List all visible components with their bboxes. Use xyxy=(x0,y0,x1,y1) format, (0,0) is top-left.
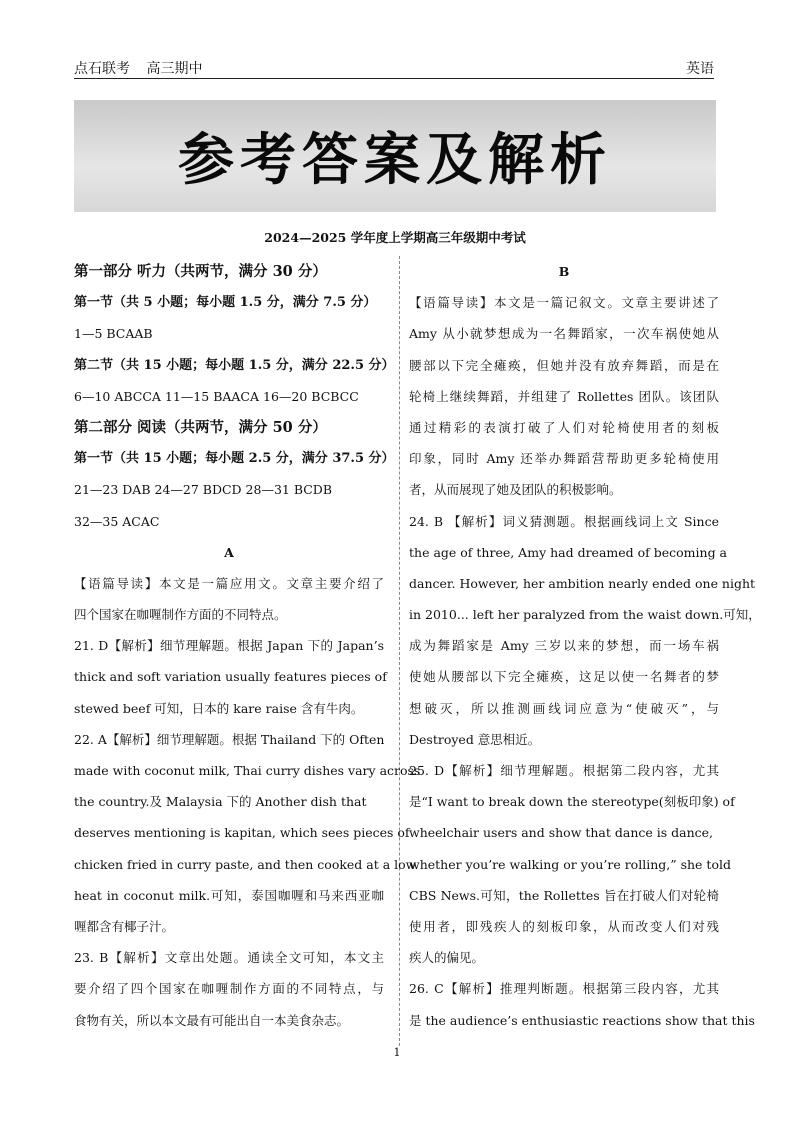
text-line: 第一节（共 15 小题；每小题 2.5 分，满分 37.5 分） xyxy=(74,451,395,467)
text-line: 第一节（共 5 小题；每小题 1.5 分，满分 7.5 分） xyxy=(74,295,377,311)
text-line: wheelchair users and show that dance is dance, xyxy=(409,825,714,841)
text-line: 22. A【解析】细节理解题。根据 Thailand 下的 Often xyxy=(74,731,385,747)
text-line: 第二部分 阅读（共两节，满分 50 分） xyxy=(74,418,327,436)
text-line: made with coconut milk, Thai curry dishes vary across xyxy=(74,763,421,778)
text-line: 23. B【解析】文章出处题。通读全文可知，本文主 xyxy=(74,950,384,966)
text-line: A xyxy=(224,544,234,560)
text-line: 四个国家在咖喱制作方面的不同特点。 xyxy=(74,607,287,623)
title-banner xyxy=(74,100,716,212)
text-line: 是“I want to break down the stereotype(刻板印象) of xyxy=(409,794,735,810)
text-line: 1—5 BCAAB xyxy=(74,326,153,342)
text-line: 想破灭，所以推测画线词应意为“使破灭”，与 xyxy=(409,700,719,716)
text-line: 24. B 【解析】词义猜测题。根据画线词上文 Since xyxy=(409,513,719,529)
page-header xyxy=(74,56,714,79)
left-column xyxy=(74,256,421,1036)
text-line: 喱都含有椰子汁。 xyxy=(74,918,175,934)
text-line: whether you’re walking or you’re rolling,” she told xyxy=(409,856,731,872)
text-line: 第二节（共 15 小题；每小题 1.5 分，满分 22.5 分） xyxy=(74,357,395,373)
text-line: in 2010... left her paralyzed from the waist down.可知， xyxy=(409,607,761,623)
right-column xyxy=(409,256,761,1036)
exam-subtitle: 2024—2025 学年度上学期高三年级期中考试 xyxy=(264,230,526,245)
text-line: 要介绍了四个国家在咖喱制作方面的不同特点，与 xyxy=(74,981,384,997)
text-line: the age of three, Amy had dreamed of becoming a xyxy=(409,544,728,560)
text-line: dancer. However, her ambition nearly ended one night xyxy=(409,575,756,591)
text-line: stewed beef 可知，日本的 kare raise 含有牛肉。 xyxy=(74,700,364,716)
header-subject: 英语 xyxy=(686,61,714,77)
text-line: Amy 从小就梦想成为一名舞蹈家，一次车祸使她从 xyxy=(409,326,719,342)
text-line: 轮椅上继续舞蹈，并组建了 Rollettes 团队。该团队 xyxy=(409,388,719,404)
text-line: 通过精彩的表演打破了人们对轮椅使用者的刻板 xyxy=(409,419,719,435)
text-line: 【语篇导读】本文是一篇应用文。文章主要介绍了 xyxy=(74,575,384,591)
text-line: heat in coconut milk.可知，泰国咖喱和马来西亚咖 xyxy=(74,887,384,903)
text-line: deserves mentioning is kapitan, which sees pieces of xyxy=(74,825,410,841)
text-line: 25. D【解析】细节理解题。根据第二段内容，尤其 xyxy=(409,763,719,778)
column-divider xyxy=(399,256,400,1046)
text-line: 成为舞蹈家是 Amy 三岁以来的梦想，而一场车祸 xyxy=(409,638,719,654)
text-line: 者，从而展现了她及团队的积极影响。 xyxy=(409,482,622,498)
text-line: 是 the audience’s enthusiastic reactions show that this xyxy=(409,1012,755,1028)
header-left xyxy=(74,58,214,78)
text-line: 印象，同时 Amy 还举办舞蹈营帮助更多轮椅使用 xyxy=(409,451,719,467)
page-number: 1 xyxy=(393,1046,401,1059)
text-line: 食物有关，所以本文最有可能出自一本美食杂志。 xyxy=(74,1012,350,1028)
header-grade: 高三期中 xyxy=(146,61,203,77)
text-line: 21. D【解析】细节理解题。根据 Japan 下的 Japan’s xyxy=(74,638,384,654)
banner-title: 参考答案及解析 xyxy=(178,127,612,193)
text-line: 疾人的偏见。 xyxy=(409,950,485,966)
text-line: 26. C【解析】推理判断题。根据第三段内容，尤其 xyxy=(409,981,719,997)
text-line: 6—10 ABCCA 11—15 BAACA 16—20 BCBCC xyxy=(74,388,359,404)
text-line: CBS News.可知，the Rollettes 旨在打破人们对轮椅 xyxy=(409,887,719,903)
text-line: 使用者，即残疾人的刻板印象，从而改变人们对残 xyxy=(409,918,719,934)
text-line: 第一部分 听力（共两节，满分 30 分） xyxy=(74,263,327,280)
text-line: 32—35 ACAC xyxy=(74,513,160,529)
text-line: 21—23 DAB 24—27 BDCD 28—31 BCDB xyxy=(74,482,333,498)
text-line: 【语篇导读】本文是一篇记叙文。文章主要讲述了 xyxy=(409,295,719,311)
text-line: 腰部以下完全瘫痪，但她并没有放弃舞蹈，而是在 xyxy=(409,357,719,373)
text-line: chicken fried in curry paste, and then cooked at a low xyxy=(74,856,417,872)
header-exam-name: 点石联考 xyxy=(74,61,130,77)
text-line: B xyxy=(558,264,570,279)
text-line: Destroyed 意思相近。 xyxy=(409,731,541,747)
text-line: 使她从腰部以下完全瘫痪，这足以使一名舞者的梦 xyxy=(409,669,719,685)
text-line: thick and soft variation usually features pieces of xyxy=(74,669,387,685)
text-line: the country.及 Malaysia 下的 Another dish that xyxy=(74,794,367,810)
